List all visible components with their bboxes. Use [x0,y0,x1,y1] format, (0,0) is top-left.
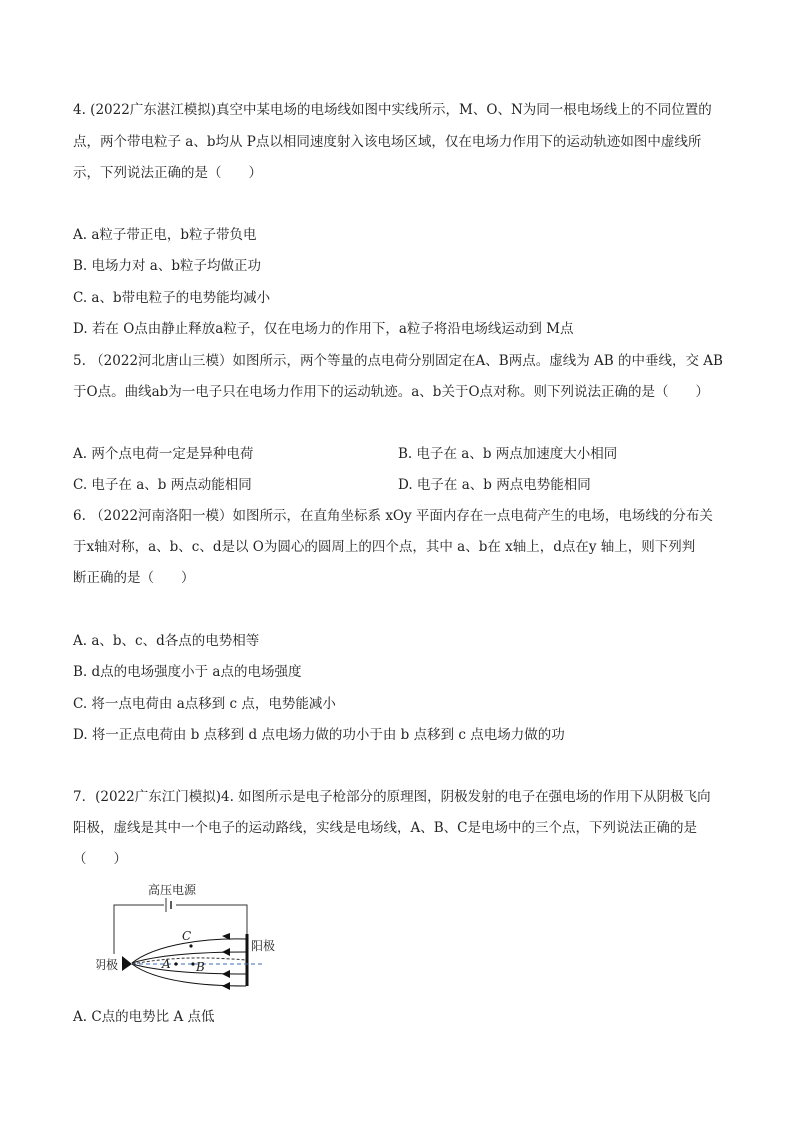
q6-option-a: A. a、b、c、d各点的电势相等 [73,633,260,649]
q7-stem-line-3: （ ） [73,851,127,867]
anode-label: 阳极 [251,939,276,953]
point-b-label: B [196,960,205,974]
q4-stem-line-1: 4. (2022广东湛江模拟)真空中某电场的电场线如图中实线所示，M、O、N为同一根电场线上的不同位置的 [73,102,712,118]
q5-option-b: B. 电子在 a、b 两点加速度大小相同 [398,446,618,462]
q7-option-a: A. C点的电势比 A 点低 [73,1009,215,1025]
q5-stem-line-1: 5. （2022河北唐山三模）如图所示，两个等量的点电荷分别固定在A、B两点。虚线为 AB 的中垂线，交 AB [73,353,723,369]
q4-option-a: A. a粒子带正电，b粒子带负电 [73,227,257,243]
power-source-label: 高压电源 [148,883,197,897]
q5-stem-line-2: 于O点。曲线ab为一电子只在电场力作用下的运动轨迹。a、b关于O点对称。则下列说法正确的是（ ） [73,384,710,400]
q4-stem-line-3: 示，下列说法正确的是（ ） [73,165,262,181]
q5-option-a: A. 两个点电荷一定是异种电荷 [73,446,254,462]
point-a-label: A [162,957,171,971]
electron-gun-diagram [96,876,296,996]
q4-option-b: B. 电场力对 a、b粒子均做正功 [73,258,261,274]
q4-stem-line-2: 点，两个带电粒子 a、b均从 P点以相同速度射入该电场区域，仅在电场力作用下的运动轨迹如图中虚线所 [73,134,702,150]
q6-option-d: D. 将一正点电荷由 b 点移到 d 点电场力做的功小于由 b 点移到 c 点电场力做的功 [73,727,565,743]
cathode-label: 阴极 [96,958,119,972]
q6-option-c: C. 将一点电荷由 a点移到 c 点，电势能减小 [73,696,336,712]
cathode-tip [122,956,132,971]
point-c-label: C [182,929,192,943]
q4-option-c: C. a、b带电粒子的电势能均减小 [73,290,271,306]
point-c-dot [189,944,192,947]
q4-option-d: D. 若在 O点由静止释放a粒子，仅在电场力的作用下，a粒子将沿电场线运动到 M点 [73,321,574,337]
field-arrow-2 [222,948,230,956]
point-a-dot [174,962,177,965]
q5-option-d: D. 电子在 a、b 两点电势能相同 [398,477,591,493]
q7-stem-line-2: 阳极，虚线是其中一个电子的运动路线，实线是电场线，A、B、C是电场中的三个点，下列说法正确的是 [73,820,697,836]
field-arrow-3 [222,970,230,978]
point-b-dot [191,962,194,965]
q6-stem-line-2: 于x轴对称，a、b、c、d是以 O为圆心的圆周上的四个点，其中 a、b在 x轴上，d点在y 轴上，则下列判 [73,539,696,555]
field-arrow-4 [222,982,230,990]
q7-stem-line-1: 7．(2022广东江门模拟)4. 如图所示是电子枪部分的原理图，阴极发射的电子在强电场的作用下从阴极飞向 [73,789,711,805]
q6-stem-line-1: 6. （2022河南洛阳一模）如图所示，在直角坐标系 xOy 平面内存在一点电荷产生的电场，电场线的分布关 [73,508,713,524]
wire-left [114,905,164,954]
q6-option-b: B. d点的电场强度小于 a点的电场强度 [73,664,302,680]
q6-stem-line-3: 断正确的是（ ） [73,570,195,586]
q5-option-c: C. 电子在 a、b 两点动能相同 [73,477,252,493]
